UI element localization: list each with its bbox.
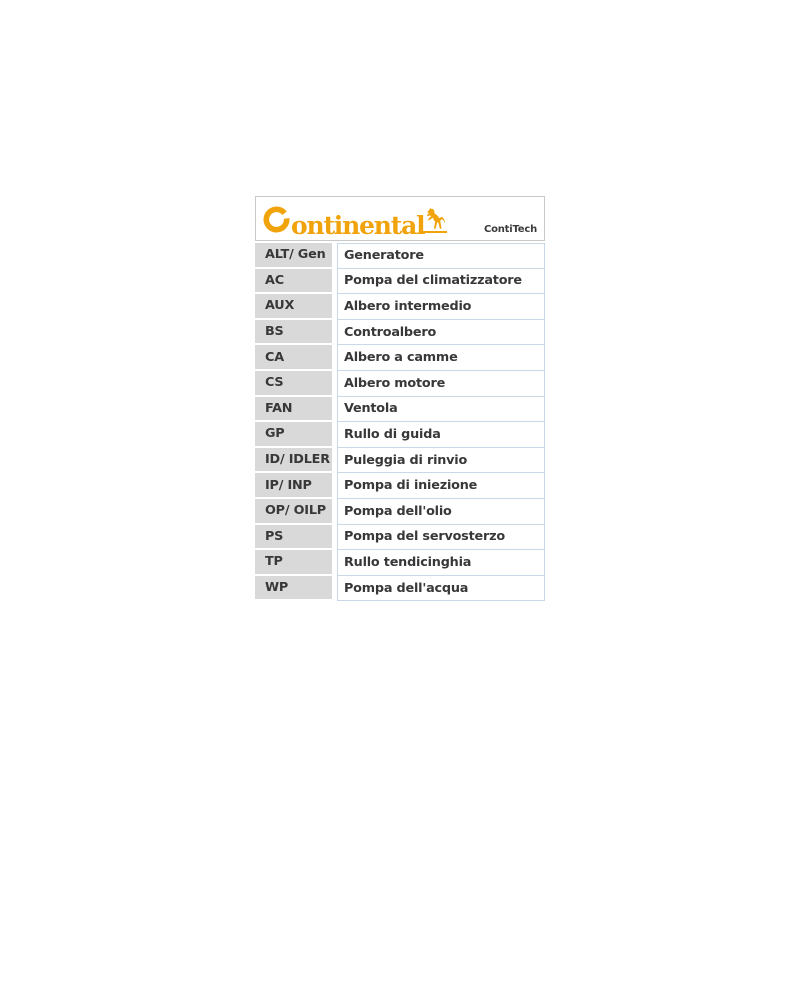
table-row bbox=[255, 294, 545, 320]
table-row bbox=[255, 550, 545, 576]
table-row bbox=[255, 525, 545, 551]
abbreviation-cell: ID/ IDLER bbox=[255, 448, 332, 474]
description-cell: Rullo tendicinghia bbox=[337, 550, 545, 576]
table-row bbox=[255, 269, 545, 295]
abbreviation-cell: ALT/ Gen bbox=[255, 243, 332, 269]
description-cell: Controalbero bbox=[337, 320, 545, 346]
abbreviation-cell: IP/ INP bbox=[255, 473, 332, 499]
description-cell: Albero motore bbox=[337, 371, 545, 397]
abbreviation-cell: AUX bbox=[255, 294, 332, 320]
description-cell: Ventola bbox=[337, 397, 545, 423]
abbreviation-cell: OP/ OILP bbox=[255, 499, 332, 525]
description-cell: Rullo di guida bbox=[337, 422, 545, 448]
continental-logo bbox=[263, 206, 447, 240]
description-cell: Pompa del servosterzo bbox=[337, 525, 545, 551]
table-row bbox=[255, 448, 545, 474]
abbreviation-cell: CS bbox=[255, 371, 332, 397]
description-cell: Albero intermedio bbox=[337, 294, 545, 320]
abbreviation-cell: GP bbox=[255, 422, 332, 448]
contitech-legend-panel bbox=[255, 196, 545, 601]
continental-c-icon bbox=[263, 206, 290, 233]
description-cell: Pompa del climatizzatore bbox=[337, 269, 545, 295]
table-row bbox=[255, 576, 545, 602]
abbreviation-cell: WP bbox=[255, 576, 332, 602]
description-cell: Pompa dell'olio bbox=[337, 499, 545, 525]
abbreviation-cell: AC bbox=[255, 269, 332, 295]
table-row bbox=[255, 397, 545, 423]
abbreviation-cell: BS bbox=[255, 320, 332, 346]
abbreviation-cell: FAN bbox=[255, 397, 332, 423]
abbreviation-cell: PS bbox=[255, 525, 332, 551]
description-cell: Albero a camme bbox=[337, 345, 545, 371]
contitech-wordmark: ContiTech bbox=[483, 224, 537, 235]
description-cell: Pompa dell'acqua bbox=[337, 576, 545, 602]
brand-header bbox=[255, 196, 545, 241]
table-row bbox=[255, 243, 545, 269]
table-row bbox=[255, 371, 545, 397]
abbreviation-cell: CA bbox=[255, 345, 332, 371]
table-row bbox=[255, 345, 545, 371]
description-cell: Generatore bbox=[337, 243, 545, 269]
table-row bbox=[255, 422, 545, 448]
logo-underline bbox=[420, 231, 447, 234]
description-cell: Puleggia di rinvio bbox=[337, 448, 545, 474]
table-row bbox=[255, 320, 545, 346]
abbreviation-cell: TP bbox=[255, 550, 332, 576]
abbreviation-table bbox=[255, 243, 545, 601]
description-cell: Pompa di iniezione bbox=[337, 473, 545, 499]
table-row bbox=[255, 473, 545, 499]
continental-horse-icon bbox=[425, 207, 447, 233]
table-row bbox=[255, 499, 545, 525]
brand-wordmark-rest: ontinental bbox=[291, 211, 425, 240]
